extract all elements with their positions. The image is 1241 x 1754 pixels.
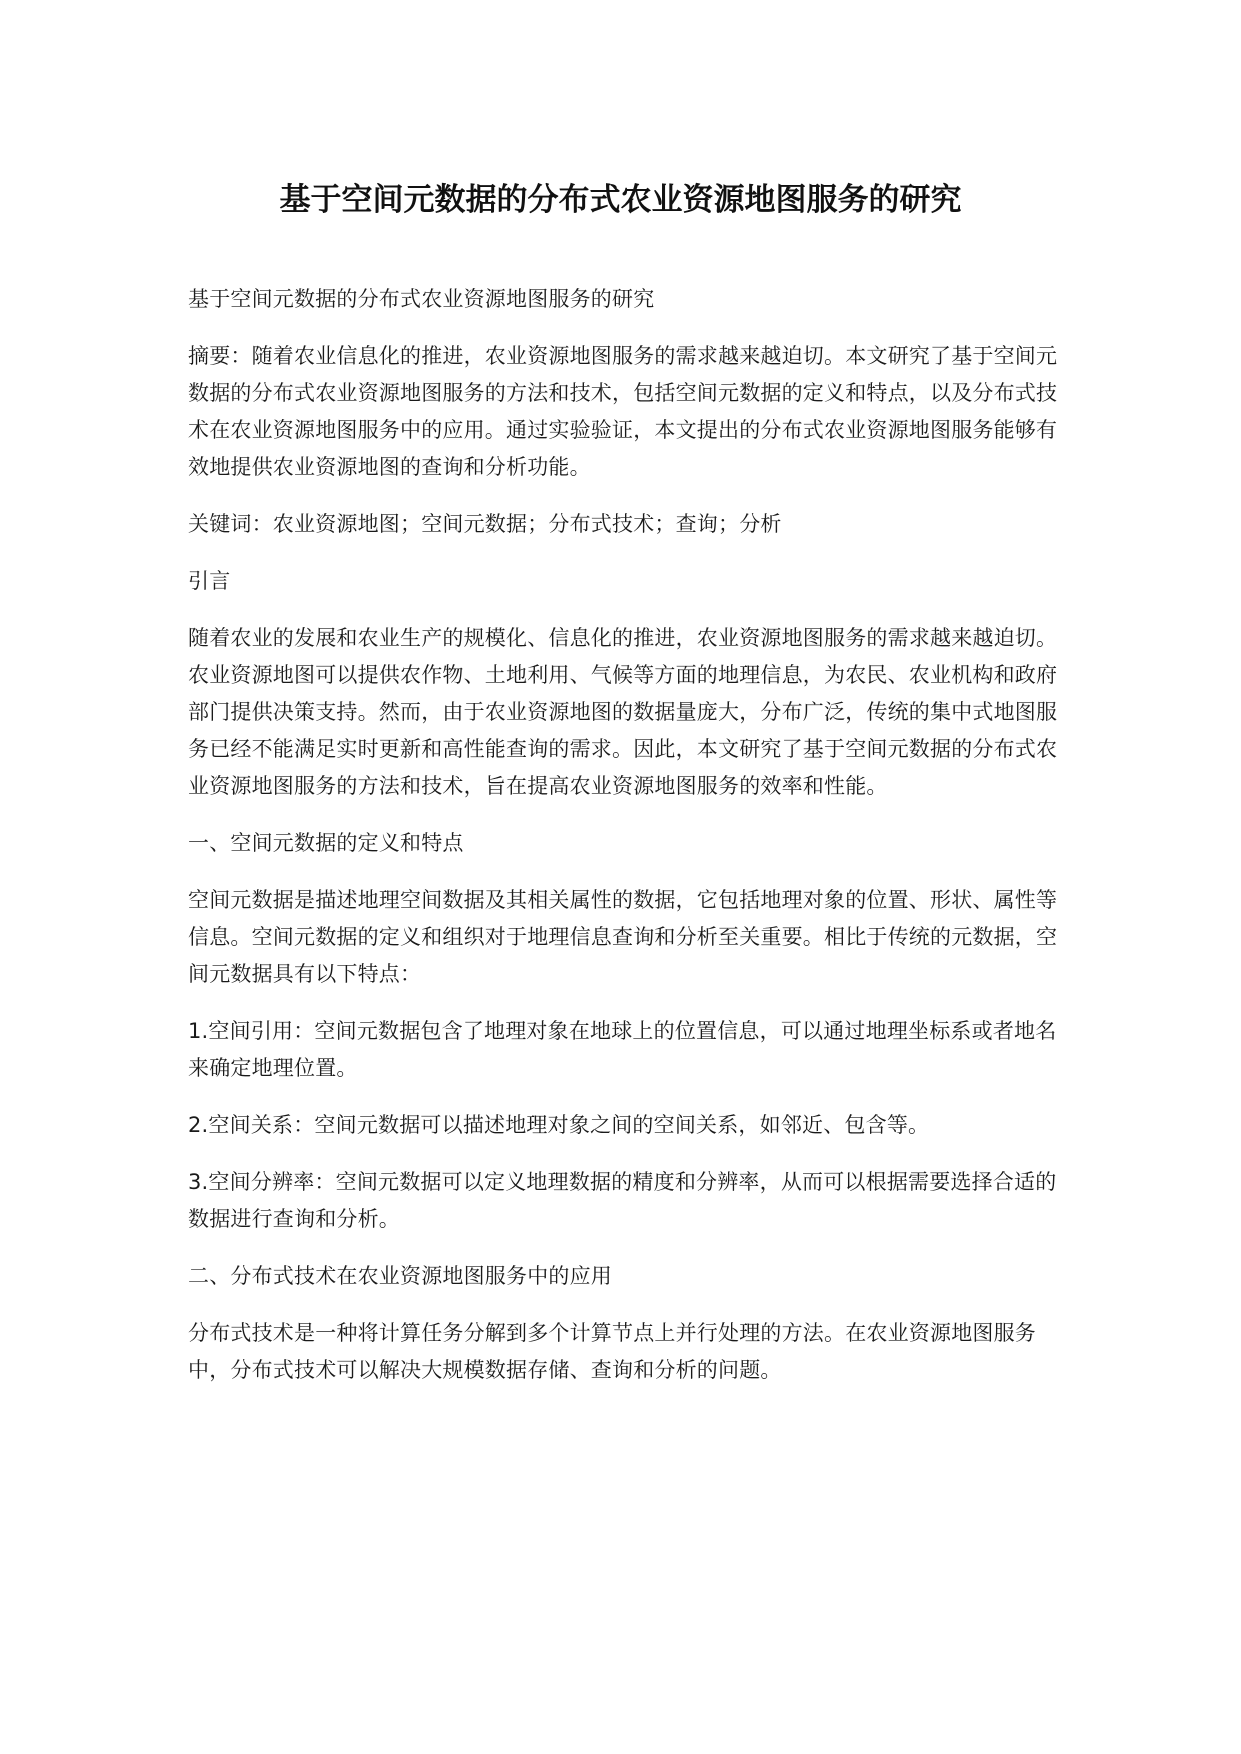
abstract-paragraph: 摘要：随着农业信息化的推进，农业资源地图服务的需求越来越迫切。本文研究了基于空间元数据的分布式农业资源地图服务的方法和技术，包括空间元数据的定义和特点，以及分布式技术在农业资源地图服务中的应用。通过实验验证，本文提出的分布式农业资源地图服务能够有效地提供农业资源地图的查询和分析功能。 (188, 344, 1058, 479)
section-heading-introduction: 引言 (188, 569, 231, 593)
section-heading-2: 二、分布式技术在农业资源地图服务中的应用 (188, 1264, 612, 1288)
subtitle-paragraph: 基于空间元数据的分布式农业资源地图服务的研究 (188, 287, 655, 311)
list-item-2: 2.空间关系：空间元数据可以描述地理对象之间的空间关系，如邻近、包含等。 (188, 1113, 930, 1137)
list-item-3: 3.空间分辨率：空间元数据可以定义地理数据的精度和分辨率，从而可以根据需要选择合适的数据进行查询和分析。 (188, 1170, 1057, 1231)
document-title: 基于空间元数据的分布式农业资源地图服务的研究 (279, 182, 962, 218)
keywords-paragraph: 关键词：农业资源地图；空间元数据；分布式技术；查询；分析 (188, 512, 782, 536)
section-1-paragraph: 空间元数据是描述地理空间数据及其相关属性的数据，它包括地理对象的位置、形状、属性等信息。空间元数据的定义和组织对于地理信息查询和分析至关重要。相比于传统的元数据，空间元数据具有以下特点： (188, 888, 1058, 986)
introduction-paragraph: 随着农业的发展和农业生产的规模化、信息化的推进，农业资源地图服务的需求越来越迫切。农业资源地图可以提供农作物、土地利用、气候等方面的地理信息，为农民、农业机构和政府部门提供决策支持。然而，由于农业资源地图的数据量庞大，分布广泛，传统的集中式地图服务已经不能满足实时更新和高性能查询的需求。因此，本文研究了基于空间元数据的分布式农业资源地图服务的方法和技术，旨在提高农业资源地图服务的效率和性能。 (188, 626, 1058, 798)
document-body (188, 281, 1068, 1409)
section-2-paragraph: 分布式技术是一种将计算任务分解到多个计算节点上并行处理的方法。在农业资源地图服务中，分布式技术可以解决大规模数据存储、查询和分析的问题。 (188, 1321, 1036, 1382)
section-heading-1: 一、空间元数据的定义和特点 (188, 831, 464, 855)
list-item-1: 1.空间引用：空间元数据包含了地理对象在地球上的位置信息，可以通过地理坐标系或者地名来确定地理位置。 (188, 1019, 1057, 1080)
